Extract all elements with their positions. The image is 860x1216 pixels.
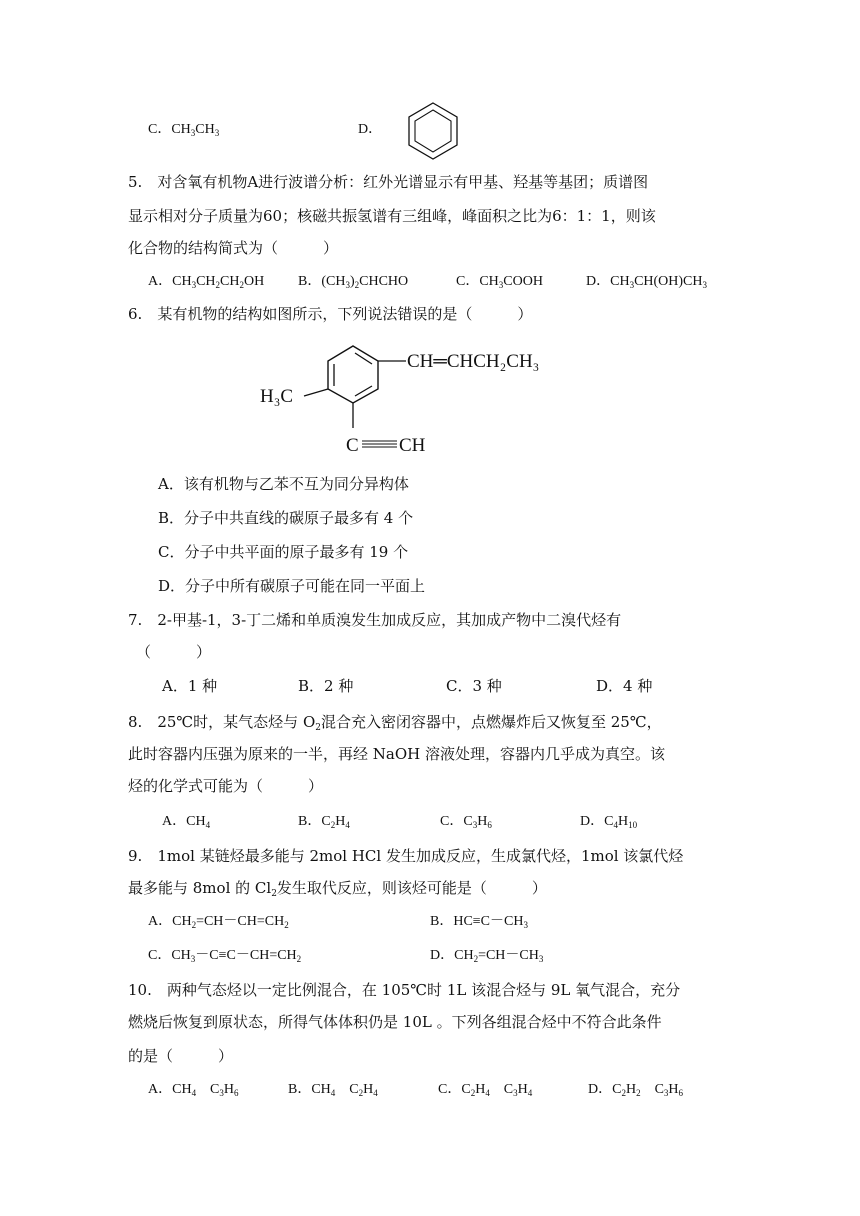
q8-option-a: A．$CH_4$ [162, 814, 211, 830]
benzene-ring-icon [400, 100, 466, 162]
q8-number: 8. [128, 713, 143, 731]
q10-option-c: C．$C_2H_4$ $C_3H_4$ [438, 1082, 533, 1098]
q7-option-d: D．4 种 [596, 677, 653, 695]
q4-option-d-label: D． [358, 122, 383, 137]
q4-option-c: C．$CH_3CH_3$ [148, 122, 220, 138]
q6-structure-diagram [256, 334, 576, 462]
q6-right-group: CH═CHCH₂CH₃ [407, 351, 540, 372]
q9-option-b: B．$HC\equiv C-CH_3$ [430, 914, 528, 930]
q6-bottom-c: C [346, 435, 359, 456]
q8-option-d: D．$C_4H_{10}$ [580, 814, 638, 830]
q5-option-a: A．$CH_3CH_2CH_2OH$ [148, 274, 265, 290]
q8-option-b: B．$C_2H_4$ [298, 814, 350, 830]
q5-stem-line3: 化合物的结构简式为（ ） [128, 239, 339, 257]
q9-option-d: D．$CH_2=CH-CH_3$ [430, 948, 544, 964]
q5-option-d: D．$CH_3CH(OH)CH_3$ [586, 274, 708, 290]
q7-stem-line1: 7. 2-甲基-1，3-丁二烯和单质溴发生加成反应，其加成产物中二溴代烃有 [128, 611, 622, 629]
q7-stem-line2: （ ） [136, 643, 212, 661]
q10-stem-line1: 10. 两种气态烃以一定比例混合，在 105℃时 1L 该混合烃与 9L 氧气混合，充分 [128, 981, 681, 999]
q7-number: 7. [128, 611, 143, 629]
q9-stem-line2: 最多能与 8mol 的 $Cl_2$发生取代反应，则该烃可能是（ ） [128, 879, 547, 899]
q10-stem-line2: 燃烧后恢复到原状态，所得气体体积仍是 10L 。下列各组混合烃中不符合此条件 [128, 1013, 662, 1031]
q7-option-c: C．3 种 [446, 677, 502, 695]
q6-option-a: A．该有机物与乙苯不互为同分异构体 [158, 475, 409, 493]
q6-stem: 6. 某有机物的结构如图所示，下列说法错误的是（ ） [128, 305, 533, 323]
q9-stem-line1: 9. 1mol 某链烃最多能与 2mol HCl 发生加成反应，生成氯代烃，1mol 该氯代烃 [128, 847, 684, 865]
q10-stem-line3: 的是（ ） [128, 1047, 234, 1065]
q6-option-b: B．分子中共直线的碳原子最多有 4 个 [158, 509, 414, 527]
q6-option-d: D．分子中所有碳原子可能在同一平面上 [158, 577, 426, 595]
q6-left-group: H₃C [260, 386, 294, 407]
q9-option-c: C．$CH_3-C\equiv C-CH=CH_2$ [148, 948, 302, 964]
q6-option-c: C．分子中共平面的原子最多有 19 个 [158, 543, 409, 561]
q7-option-b: B．2 种 [298, 677, 354, 695]
q10-option-b: B．$CH_4$ $C_2H_4$ [288, 1082, 378, 1098]
q6-number: 6. [128, 305, 143, 323]
q5-option-c: C．$CH_3COOH$ [456, 274, 543, 290]
q5-stem-line2: 显示相对分子质量为60；核磁共振氢谱有三组峰，峰面积之比为6：1：1，则该 [128, 207, 656, 225]
q5-option-b: B．$(CH_3)_2CHCHO$ [298, 274, 409, 290]
q8-stem-line2: 此时容器内压强为原来的一半，再经 NaOH 溶液处理，容器内几乎成为真空。该 [128, 745, 665, 763]
q8-stem-line3: 烃的化学式可能为（ ） [128, 777, 324, 795]
q10-option-d: D．$C_2H_2$ $C_3H_6$ [588, 1082, 684, 1098]
q5-number: 5. [128, 173, 143, 191]
q7-option-a: A．1 种 [162, 677, 218, 695]
q5-stem-line1: 5. 对含氧有机物A进行波谱分析：红外光谱显示有甲基、羟基等基团；质谱图 [128, 173, 649, 191]
q8-stem-line1: 8. 25℃时，某气态烃与 $O_2$混合充入密闭容器中，点燃爆炸后又恢复至 25℃， [128, 713, 662, 733]
q10-number: 10. [128, 981, 152, 999]
q6-bottom-ch: CH [399, 435, 426, 456]
q9-number: 9. [128, 847, 143, 865]
q10-option-a: A．$CH_4$ $C_3H_6$ [148, 1082, 239, 1098]
q8-option-c: C．$C_3H_6$ [440, 814, 492, 830]
q9-option-a: A．$CH_2=CH-CH=CH_2$ [148, 914, 289, 930]
